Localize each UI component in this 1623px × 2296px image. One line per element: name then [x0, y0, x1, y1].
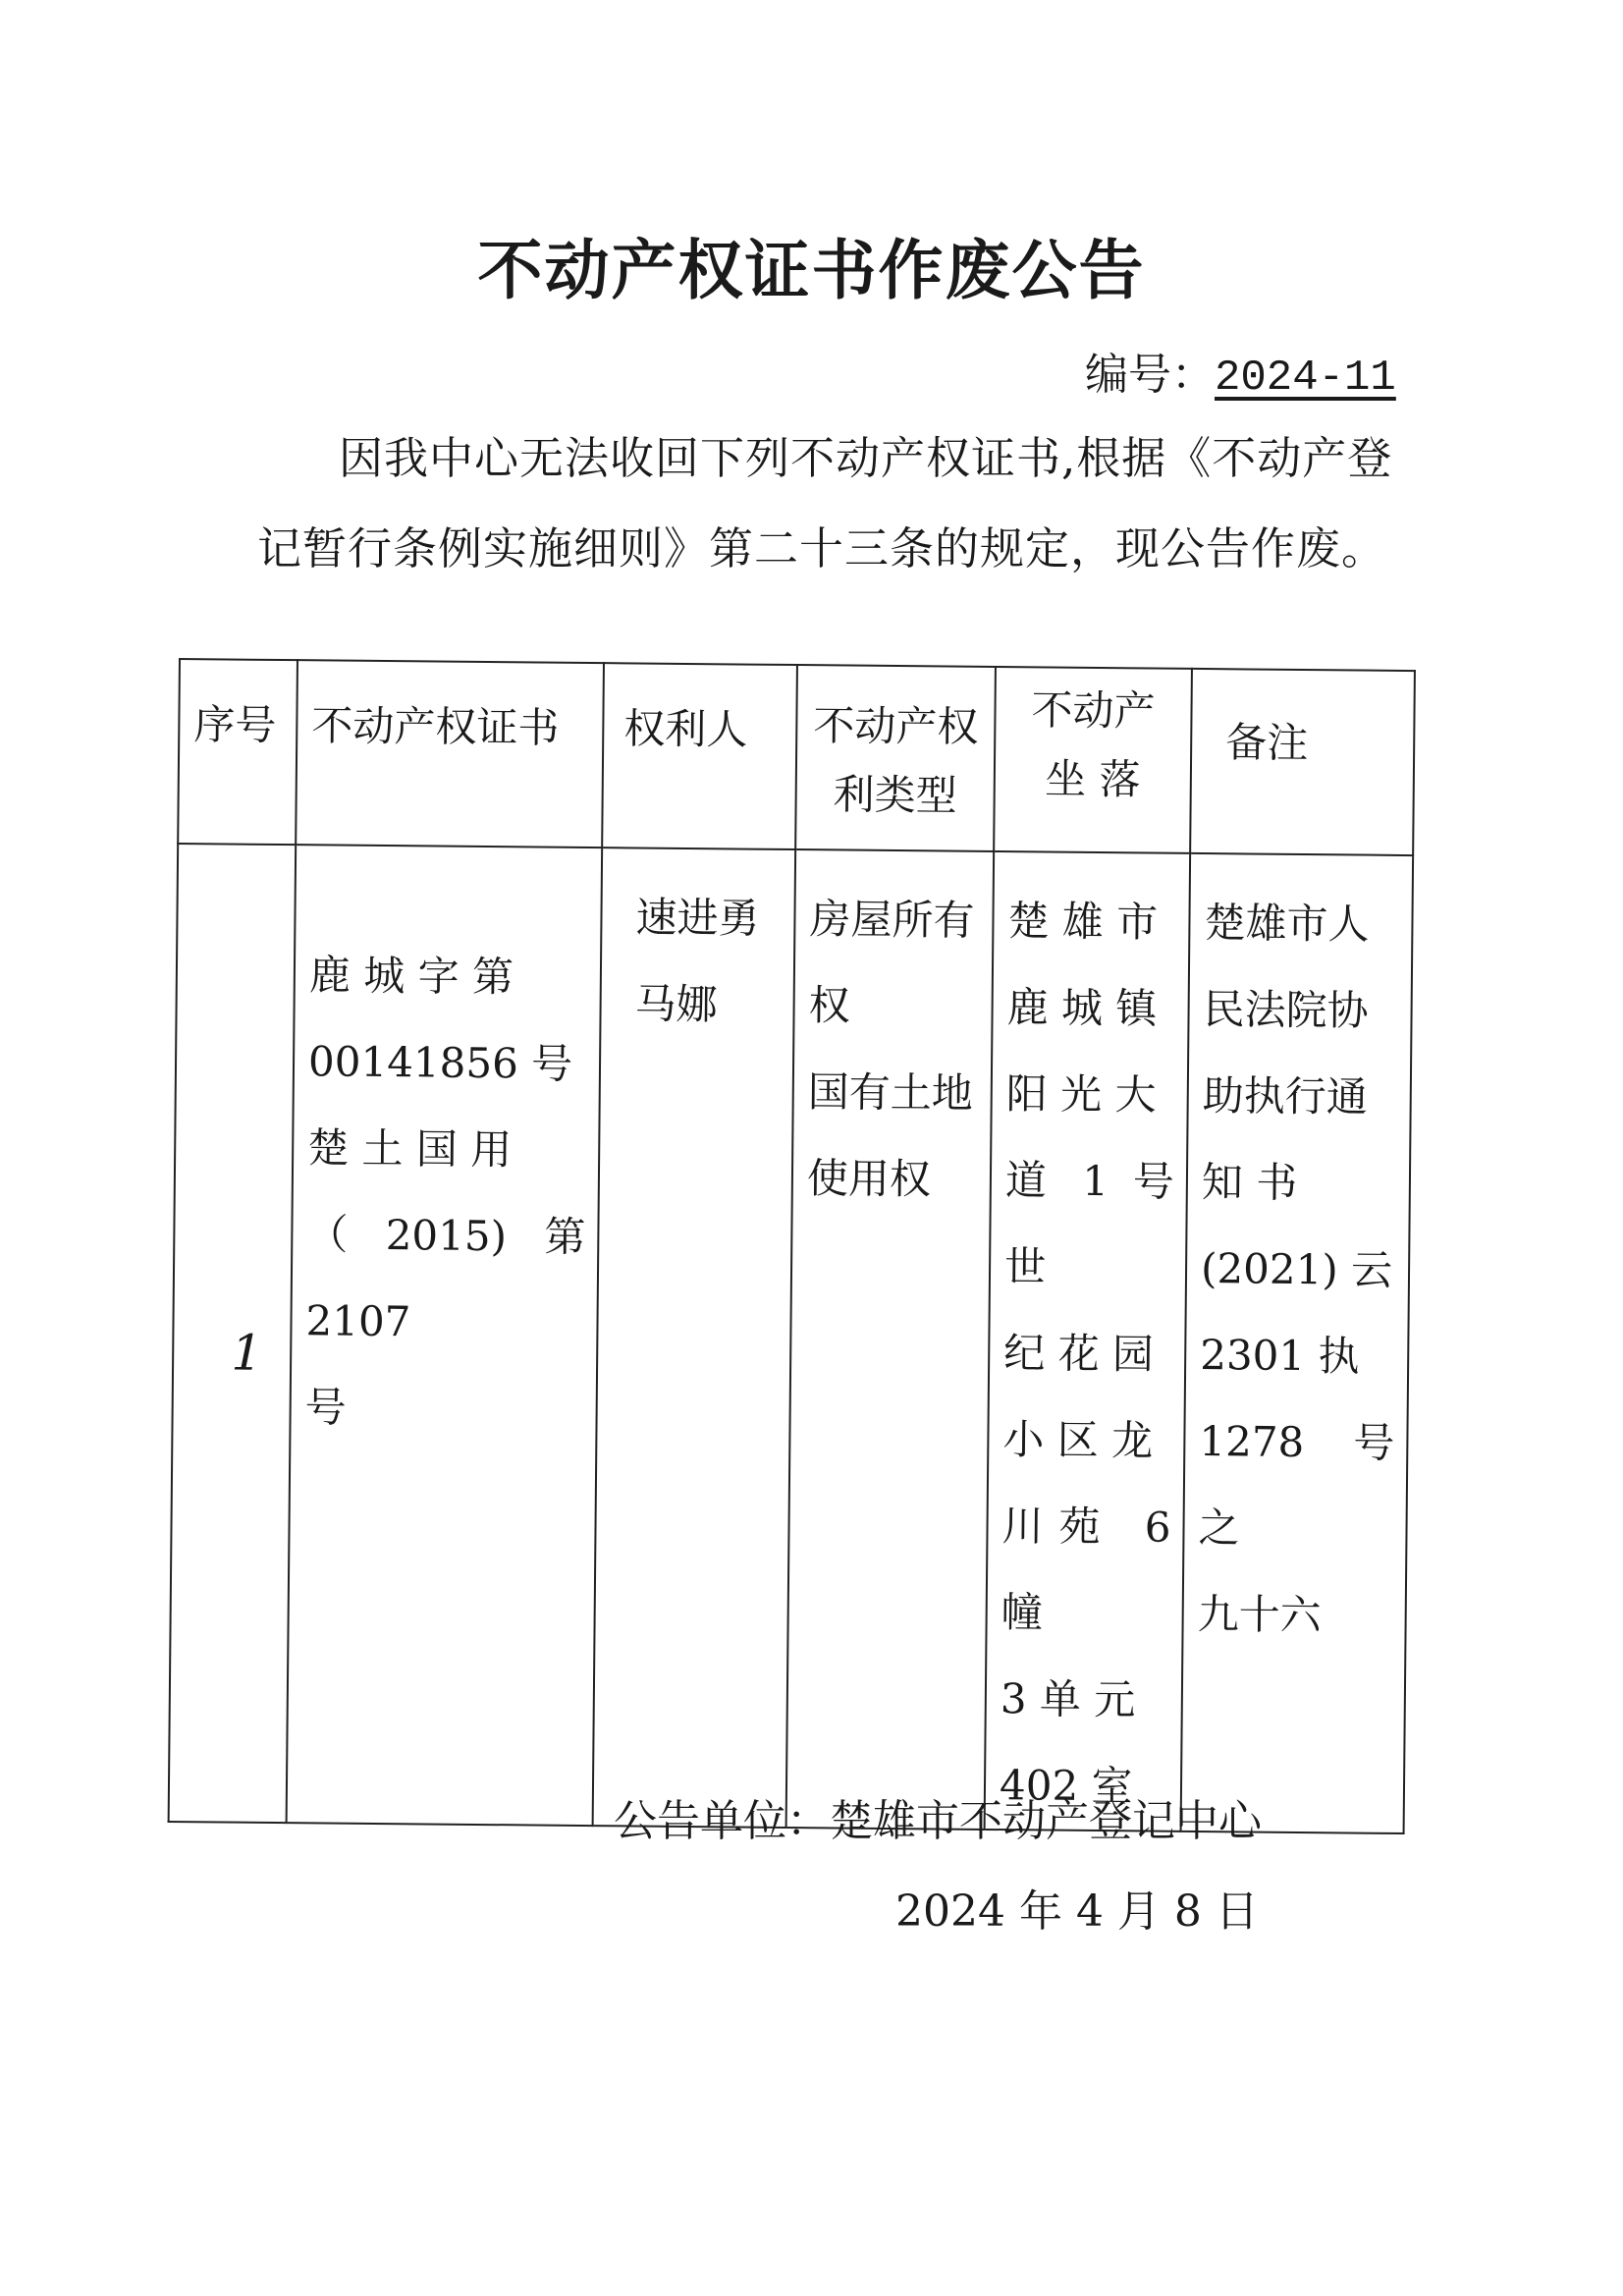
row-location: 楚 雄 市 鹿 城 镇 阳 光 大 道 1 号世 纪 花 园 小 区 龙 川苑 6 幢 3 单 元 402 室	[999, 897, 1175, 1811]
row-owner: 速进勇 马娜	[634, 893, 760, 1029]
announcement-date: 2024 年 4 月 8 日	[895, 1886, 1259, 1937]
table-header-row	[178, 659, 1415, 855]
document-number-label: 编号：	[1085, 350, 1215, 400]
announcing-unit: 公告单位：楚雄市不动产登记中心	[614, 1796, 1262, 1846]
header-remark: 备注	[1224, 718, 1309, 768]
row-right-type: 房屋所有 权 国有土地 使用权	[806, 895, 975, 1204]
row-seq: 1	[231, 1324, 263, 1382]
certificate-table	[168, 658, 1416, 1834]
header-certificate: 不动产权证书	[311, 701, 560, 752]
document-number-value: 2024-11	[1215, 354, 1396, 403]
table-row	[169, 844, 1414, 1833]
intro-paragraph-line-2: 记暂行条例实施细则》第二十三条的规定，现公告作废。	[257, 522, 1387, 574]
header-location: 不动产 坐 落	[1031, 685, 1156, 804]
document-number	[1085, 339, 1396, 403]
header-seq: 序号	[193, 700, 277, 749]
header-right-type: 不动产权 利类型	[813, 701, 979, 820]
header-owner: 权利人	[623, 704, 748, 754]
notice-title: 不动产权证书作废公告	[477, 233, 1146, 308]
intro-paragraph-line-1: 因我中心无法收回下列不动产权证书,根据《不动产登	[339, 432, 1393, 484]
row-remark: 楚雄市人 民法院协 助执行通 知 书 (2021) 云 2301 执 1278 号之 九十六	[1197, 899, 1395, 1640]
row-certificate: 鹿 城 字 第 00141856 号 楚 土 国 用 （2015)第 2107 号	[304, 951, 586, 1432]
